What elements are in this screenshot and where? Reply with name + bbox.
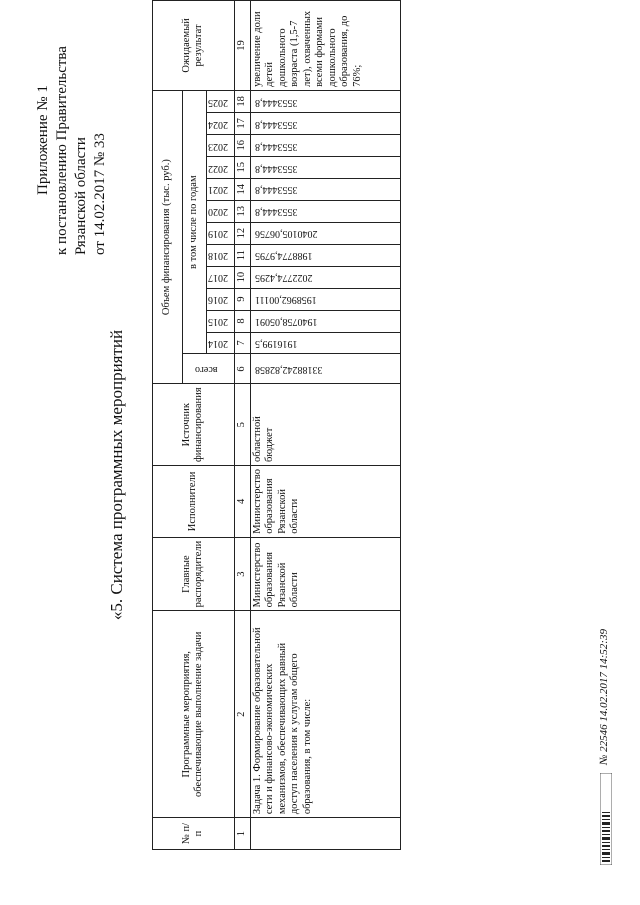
row-source: областной бюджет <box>250 384 400 466</box>
header-year: 2025 <box>207 90 235 112</box>
column-number: 13 <box>234 200 250 222</box>
header-year: 2017 <box>207 266 235 288</box>
header-year: 2024 <box>207 112 235 134</box>
header-year: 2015 <box>207 310 235 332</box>
column-number: 2 <box>234 611 250 818</box>
header-measures: Программные мероприятия, обеспечивающие выполнение задачи <box>153 611 235 818</box>
header-source: Источник финансирования <box>153 384 235 466</box>
column-number: 14 <box>234 178 250 200</box>
column-number: 17 <box>234 112 250 134</box>
column-number: 11 <box>234 244 250 266</box>
row-year-value: 3553444,8 <box>250 200 400 222</box>
header-result: Ожидаемый результат <box>153 1 235 91</box>
row-year-value: 3553444,8 <box>250 112 400 134</box>
header-year: 2019 <box>207 222 235 244</box>
header-total: всего <box>183 354 235 384</box>
region-name: Рязанской области <box>73 137 89 255</box>
header-year: 2016 <box>207 288 235 310</box>
header-year: 2020 <box>207 200 235 222</box>
section-title: «5. Система программных мероприятий <box>107 329 126 621</box>
row-year-value: 1916199,5 <box>250 332 400 354</box>
header-volume: Объем финансирования (тыс. руб.) <box>153 90 183 384</box>
column-number: 9 <box>234 288 250 310</box>
column-number: 12 <box>234 222 250 244</box>
header-managers: Главные распорядители <box>153 537 235 611</box>
row-year-value: 1988774,9795 <box>250 244 400 266</box>
column-number: 10 <box>234 266 250 288</box>
row-year-value: 2022774,4295 <box>250 266 400 288</box>
column-number: 8 <box>234 310 250 332</box>
row-year-value: 3553444,8 <box>250 134 400 156</box>
row-number <box>250 818 400 850</box>
header-year: 2014 <box>207 332 235 354</box>
column-number: 6 <box>234 354 250 384</box>
row-year-value: 1940758,05091 <box>250 310 400 332</box>
row-manager: Министерство образования Рязанской области <box>250 537 400 611</box>
header-year: 2021 <box>207 178 235 200</box>
decree-date: от 14.02.2017 № 33 <box>92 133 108 255</box>
header-executors: Исполнители <box>153 466 235 538</box>
row-year-value: 2040105,06756 <box>250 222 400 244</box>
row-year-value: 3553444,8 <box>250 156 400 178</box>
row-year-value: 3553444,8 <box>250 178 400 200</box>
appendix-header <box>34 20 110 255</box>
column-number: 15 <box>234 156 250 178</box>
column-number: 3 <box>234 537 250 611</box>
column-number: 18 <box>234 90 250 112</box>
row-year-value: 3553444,8 <box>250 90 400 112</box>
column-number: 5 <box>234 384 250 466</box>
column-number: 1 <box>234 818 250 850</box>
registration-stamp: № 22546 14.02.2017 14:52:39 <box>598 629 610 765</box>
decree-reference: к постановлению Правительства <box>54 46 70 255</box>
column-number: 7 <box>234 332 250 354</box>
header-year: 2022 <box>207 156 235 178</box>
measures-table <box>152 0 401 850</box>
row-year-value: 1958962,00111 <box>250 288 400 310</box>
column-number: 19 <box>234 1 250 91</box>
header-including: в том числе по годам <box>183 90 207 354</box>
header-number: № п/п <box>153 818 235 850</box>
row-result: увеличение доли детей дошкольного возраста (1,5-7 лет), охваченных всеми формами дошкольного образования, до 76%; <box>250 1 400 91</box>
row-measure: Задача 1. Формирование образовательной сети и финансово-экономических механизмов, обеспечивающих равный доступ населения к услугам общего образования, в том числе: <box>250 611 400 818</box>
appendix-number: Приложение № 1 <box>35 85 51 195</box>
header-year: 2023 <box>207 134 235 156</box>
row-total: 33188242,82858 <box>250 354 400 384</box>
row-executor: Министерство образования Рязанской области <box>250 466 400 538</box>
header-year: 2018 <box>207 244 235 266</box>
column-number: 4 <box>234 466 250 538</box>
barcode-seal-icon <box>600 773 612 865</box>
column-number: 16 <box>234 134 250 156</box>
